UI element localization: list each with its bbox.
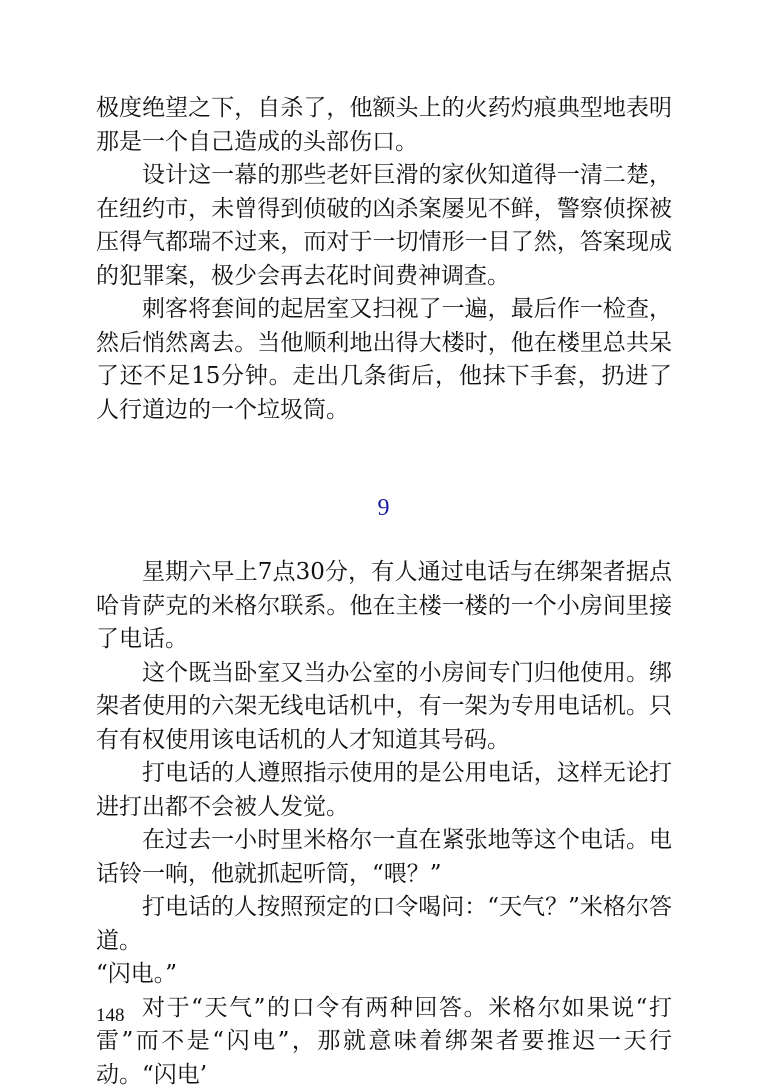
- paragraph: 星期六早上7点30分，有人通过电话与在绑架者据点哈肯萨克的米格尔联系。他在主楼一楼的一个小房间里接了电话。: [96, 556, 672, 657]
- paragraph-continued: 极度绝望之下，自杀了，他额头上的火药灼痕典型地表明那是一个自己造成的头部伤口。: [96, 92, 672, 159]
- chapter-number: 9: [0, 495, 767, 522]
- page-number: 148: [96, 1005, 125, 1027]
- paragraph: 对于“天气”的口令有两种回答。米格尔如果说“打雷”而不是“闪电”，那就意味着绑架者要推迟一天行动。“闪电’: [96, 992, 672, 1092]
- paragraph: 打电话的人按照预定的口令喝问：“天气？”米格尔答道。: [96, 891, 672, 958]
- paragraph: 打电话的人遵照指示使用的是公用电话，这样无论打进打出都不会被人发觉。: [96, 757, 672, 824]
- text-block-bottom: [96, 556, 672, 1092]
- paragraph: 刺客将套间的起居室又扫视了一遍，最后作一检查，然后悄然离去。当他顺利地出得大楼时，他在楼里总共呆了还不足15分钟。走出几条街后，他抹下手套，扔进了人行道边的一个垃圾筒。: [96, 293, 672, 427]
- paragraph: 设计这一幕的那些老奸巨滑的家伙知道得一清二楚，在纽约市，未曾得到侦破的凶杀案屡见不鲜，警察侦探被压得气都瑞不过来，而对于一切情形一目了然，答案现成的犯罪案，极少会再去花时间费神调查。: [96, 159, 672, 293]
- paragraph: 这个既当卧室又当办公室的小房间专门归他使用。绑架者使用的六架无线电话机中，有一架为专用电话机。只有有权使用该电话机的人才知道其号码。: [96, 657, 672, 758]
- paragraph-quote-line: “闪电。”: [96, 958, 672, 992]
- text-block-top: [96, 92, 672, 427]
- paragraph: 在过去一小时里米格尔一直在紧张地等这个电话。电话铃一响，他就抓起听筒，“喂？”: [96, 824, 672, 891]
